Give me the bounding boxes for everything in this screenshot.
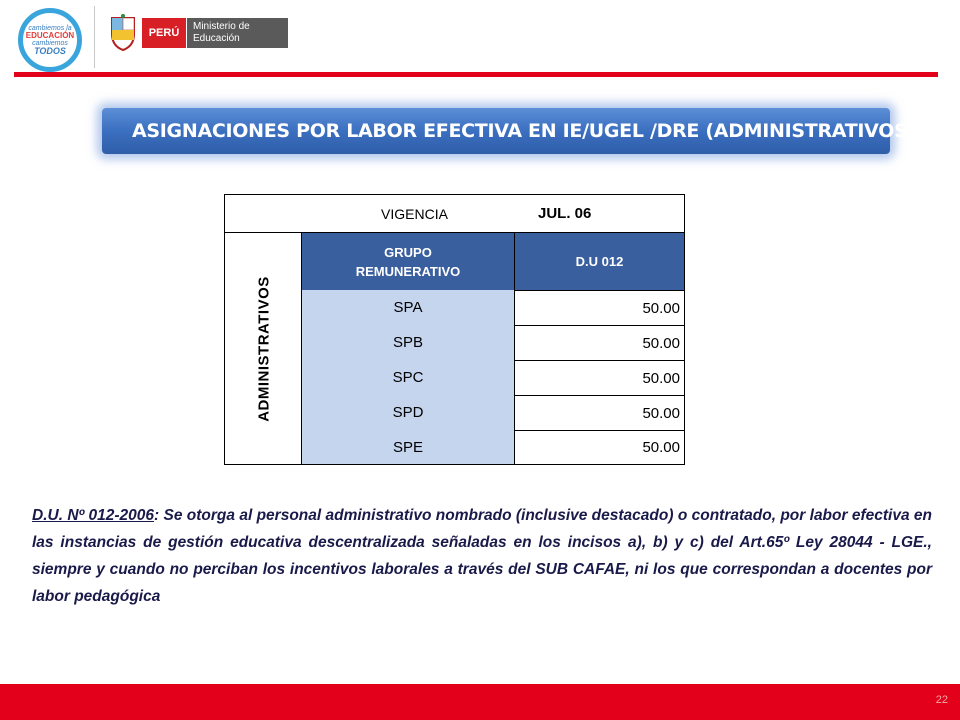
header-red-rule — [14, 72, 938, 77]
legal-note — [32, 502, 932, 610]
group-cell: SPB — [392, 334, 423, 351]
campaign-logo-line2: EDUCACIÓN — [25, 30, 75, 40]
page-number: 22 — [935, 694, 948, 706]
ministry-label: Ministerio de Educación — [187, 18, 288, 48]
campaign-logo-line3: cambiemos — [32, 39, 68, 47]
group-cell: SPC — [392, 369, 424, 386]
vigencia-value: JUL. 06 — [514, 194, 685, 232]
peru-label: PERÚ — [142, 18, 186, 48]
header-divider — [94, 6, 95, 68]
value-cell: 50.00 — [514, 290, 685, 325]
group-cell: SPE — [392, 439, 423, 456]
legal-note-text: : Se otorga al personal administrativo nombrado (inclusive destacado) o contratado, por labor efectiva en las instancias de gestión educativa descentralizada señaladas en los incisos a), b) y c) del Art.65º Ley 28044 - LGE., siempre y cuando no perciban los incentivos laborales a través del SUB CAFAE, ni los que correspondan a docentes por labor pedagógica — [32, 507, 932, 605]
legal-reference: D.U. Nº 012-2006 — [32, 507, 155, 524]
allowance-table — [224, 194, 685, 465]
value-cell: 50.00 — [514, 325, 685, 360]
vigencia-label: VIGENCIA — [224, 194, 514, 232]
column-header-group: GRUPO REMUNERATIVO — [302, 232, 514, 290]
value-cell: 50.00 — [514, 395, 685, 430]
value-cell: 50.00 — [514, 360, 685, 395]
column-header-value: D.U 012 — [514, 232, 685, 290]
value-cell: 50.00 — [514, 430, 685, 465]
campaign-logo-line1: cambiemos la — [28, 24, 72, 32]
campaign-logo-line4: TODOS — [34, 45, 66, 56]
category-label: ADMINISTRATIVOS — [255, 276, 273, 422]
category-column — [224, 232, 302, 465]
group-cell: SPD — [392, 404, 424, 421]
campaign-logo — [18, 8, 82, 72]
footer-bar — [0, 684, 960, 720]
coat-of-arms-icon — [108, 14, 138, 52]
group-cell: SPA — [393, 299, 423, 316]
page-title: ASIGNACIONES POR LABOR EFECTIVA EN IE/UGEL /DRE (ADMINISTRATIVOS) — [102, 108, 890, 154]
